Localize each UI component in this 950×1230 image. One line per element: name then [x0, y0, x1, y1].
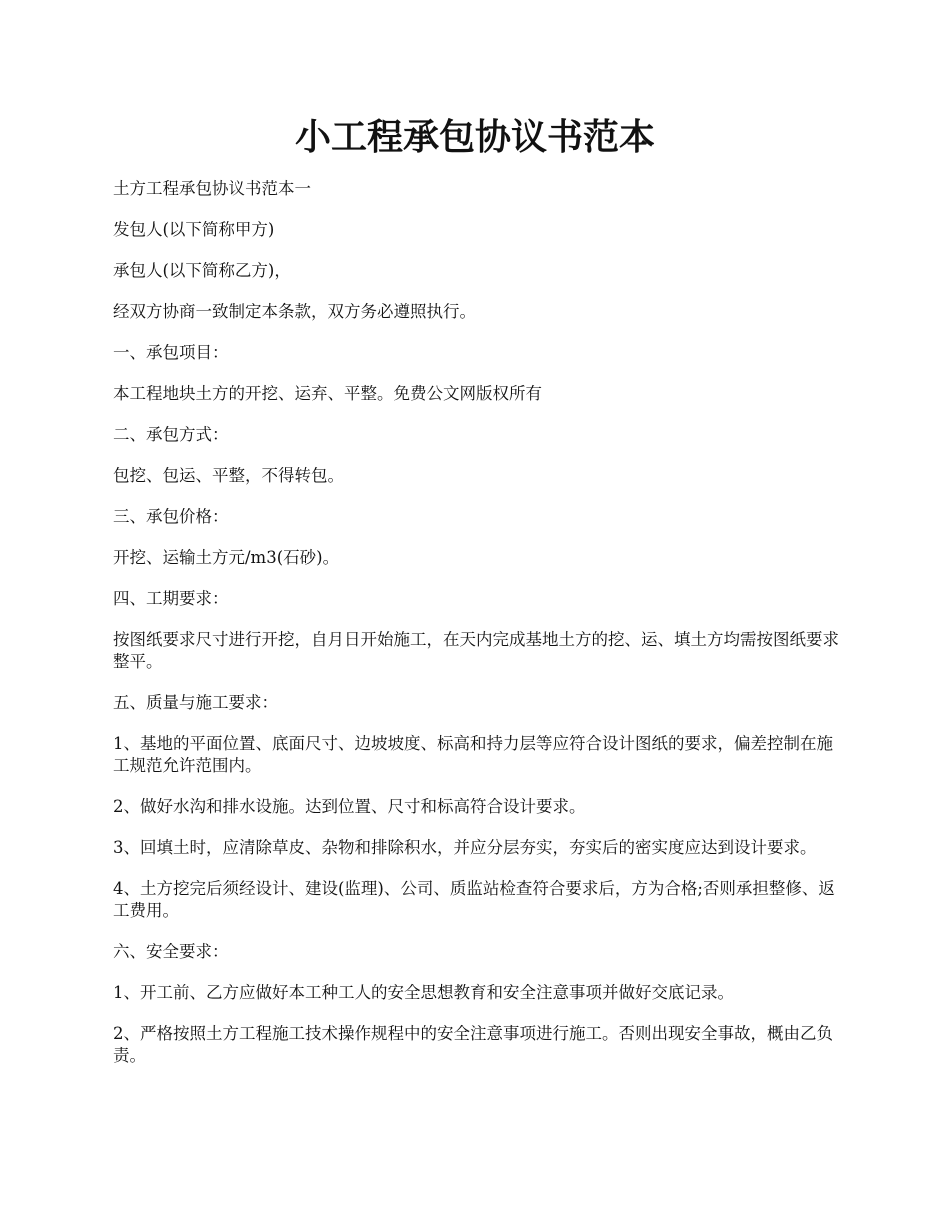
document-title: 小工程承包协议书范本: [294, 116, 655, 158]
section-heading-method: 二、承包方式：: [113, 425, 229, 444]
paragraph-intro-heading: 土方工程承包协议书范本一: [113, 179, 311, 198]
paragraph-quality-item-3: 3、回填土时，应清除草皮、杂物和排除积水，并应分层夯实，夯实后的密实度应达到设计要求。: [113, 838, 817, 857]
paragraph-schedule-content: 按图纸要求尺寸进行开挖，自月日开始施工，在天内完成基地土方的挖、运、填土方均需按图纸要求整平。: [113, 630, 839, 671]
paragraph-price-content: 开挖、运输土方元/m3(石砂)。: [113, 548, 340, 567]
section-heading-safety: 六、安全要求：: [113, 942, 229, 961]
paragraph-quality-item-4: 4、土方挖完后须经设计、建设(监理)、公司、质监站检查符合要求后，方为合格;否则承担整修、返工费用。: [113, 879, 835, 920]
paragraph-method-content: 包挖、包运、平整，不得转包。: [113, 466, 344, 485]
paragraph-party-a: 发包人(以下简称甲方): [113, 220, 275, 239]
document-body: [113, 178, 840, 1086]
paragraph-safety-item-2: 2、严格按照土方工程施工技术操作规程中的安全注意事项进行施工。否则出现安全事故，概由乙负责。: [113, 1024, 833, 1065]
section-heading-price: 三、承包价格：: [113, 507, 229, 526]
paragraph-agreement-statement: 经双方协商一致制定本条款，双方务必遵照执行。: [113, 302, 476, 321]
section-heading-schedule: 四、工期要求：: [113, 589, 229, 608]
paragraph-party-b: 承包人(以下简称乙方)，: [113, 261, 291, 280]
section-heading-project: 一、承包项目：: [113, 343, 229, 362]
paragraph-project-content: 本工程地块土方的开挖、运弃、平整。免费公文网版权所有: [113, 384, 542, 403]
paragraph-quality-item-1: 1、基地的平面位置、底面尺寸、边坡坡度、标高和持力层等应符合设计图纸的要求，偏差控制在施工规范允许范围内。: [113, 734, 833, 775]
paragraph-safety-item-1: 1、开工前、乙方应做好本工种工人的安全思想教育和安全注意事项并做好交底记录。: [113, 983, 734, 1002]
paragraph-quality-item-2: 2、做好水沟和排水设施。达到位置、尺寸和标高符合设计要求。: [113, 797, 586, 816]
section-heading-quality: 五、质量与施工要求：: [113, 693, 278, 712]
